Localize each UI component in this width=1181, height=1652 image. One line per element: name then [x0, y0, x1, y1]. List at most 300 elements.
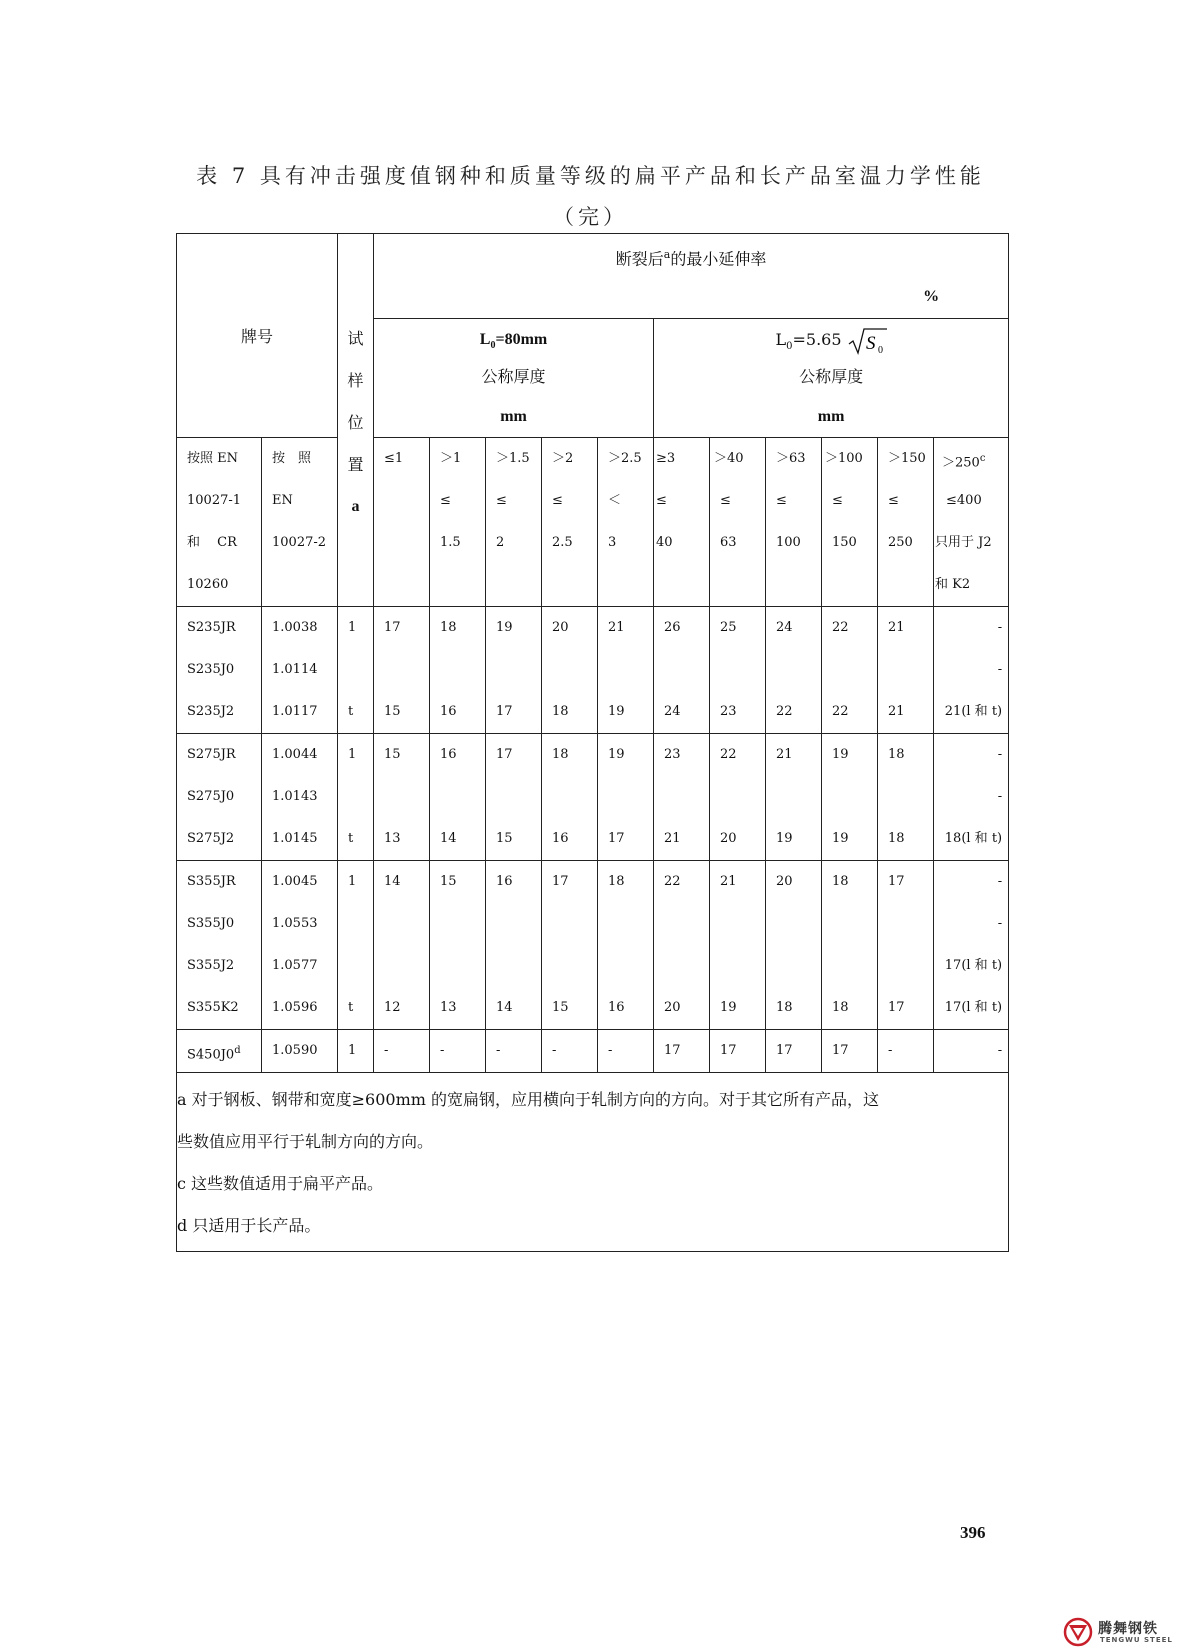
cell-value: ＞40: [714, 451, 744, 466]
mm-unit: mm: [500, 408, 527, 425]
en10027-1-header: [177, 438, 262, 607]
cell-value: [878, 649, 933, 691]
cell-value: 2: [496, 535, 505, 550]
cell-value: 13: [440, 1000, 457, 1015]
cell-value: [374, 903, 429, 945]
cell-value: [710, 776, 765, 818]
note-c: c 这些数值适用于扁平产品。: [177, 1174, 384, 1193]
cell-value: 1.0577: [272, 958, 318, 973]
cell-value: 23: [664, 747, 681, 762]
table-cell: [542, 1030, 598, 1073]
cell-value: -: [997, 916, 1003, 931]
cell-value: -: [552, 1043, 557, 1058]
cell-value: 1: [348, 747, 357, 762]
cell-value: [338, 903, 373, 945]
cell-value: [338, 649, 373, 691]
cell-value: S275JR: [187, 747, 236, 762]
cell-value: 21: [608, 620, 625, 635]
table-row: [177, 607, 1009, 734]
cell-value: 17: [888, 1000, 905, 1015]
cell-value: 1: [348, 620, 357, 635]
cell-value: -: [384, 1043, 389, 1058]
standard-line: 10027-2: [272, 535, 327, 550]
cell-value: 18: [608, 874, 625, 889]
mm-unit: mm: [817, 408, 845, 425]
cell-value: [430, 776, 485, 818]
cell-value: 17: [496, 747, 513, 762]
cell-value: 18: [552, 747, 569, 762]
logo-text-cn: 腾舞钢铁: [1098, 1621, 1158, 1637]
table-cell: [934, 1030, 1009, 1073]
cell-value: S355J0: [187, 916, 235, 931]
cell-value: 21: [888, 620, 905, 635]
cell-value: 12: [384, 1000, 401, 1015]
cell-value: S355JR: [187, 874, 236, 889]
cell-value: 21: [720, 874, 737, 889]
cell-value: 1.0596: [272, 1000, 318, 1015]
standard-line: 10260: [187, 577, 229, 592]
cell-value: 20: [552, 620, 569, 635]
cell-value: 22: [720, 747, 737, 762]
cell-value: [430, 945, 485, 987]
cell-value: 22: [832, 704, 849, 719]
cell-value: [766, 649, 821, 691]
position-char: 样: [347, 371, 364, 390]
grade-header-cell: [177, 234, 338, 438]
table-cell: [598, 607, 654, 734]
cell-value: [710, 903, 765, 945]
cell-value: 15: [384, 747, 401, 762]
cell-value: 17: [608, 831, 625, 846]
table-cell: [598, 861, 654, 1030]
table-title: 表 7 具有冲击强度值钢种和质量等级的扁平产品和长产品室温力学性能: [196, 164, 985, 188]
cell-value: -: [608, 1043, 613, 1058]
cell-value: ≤: [656, 493, 667, 508]
table-row: [177, 861, 1009, 1030]
cell-value: -: [440, 1043, 445, 1058]
note-a: a 对于钢板、钢带和宽度≥600mm 的宽扁钢，应用横向于轧制方向的方向。对于其它所有产品，这: [177, 1090, 880, 1109]
cell-value: 22: [832, 620, 849, 635]
cell-value: 18: [832, 1000, 849, 1015]
l80-header-cell: [374, 319, 654, 438]
cell-value: 18: [552, 704, 569, 719]
table-cell: [374, 607, 430, 734]
cell-value: 18: [888, 831, 905, 846]
cell-value: 26: [664, 620, 681, 635]
cell-value: ＞150: [888, 451, 926, 466]
cell-value: [374, 649, 429, 691]
cell-value: [822, 903, 877, 945]
cell-value: [878, 903, 933, 945]
cell-value: 1.0553: [272, 916, 318, 931]
cell-value: ＜: [608, 493, 622, 508]
table-cell: [486, 607, 542, 734]
cell-value: [374, 945, 429, 987]
cell-value: 19: [832, 831, 849, 846]
cell-value: 24: [664, 704, 681, 719]
cell-value: [654, 776, 709, 818]
cell-value: [338, 945, 373, 987]
cell-value: ≤1: [384, 451, 404, 466]
cell-value: [486, 776, 541, 818]
table-cell: [177, 734, 262, 861]
square-root-icon: [847, 326, 887, 356]
cell-value: 2.5: [552, 535, 573, 550]
cell-value: 18: [888, 747, 905, 762]
cell-value: ＞1: [440, 451, 462, 466]
table-cell: [822, 734, 878, 861]
cell-value: 17: [496, 704, 513, 719]
cell-value: S235J0: [187, 662, 235, 677]
cell-value: 17: [776, 1043, 793, 1058]
cell-value: [486, 649, 541, 691]
cell-value: 18: [440, 620, 457, 635]
table-cell: [822, 1030, 878, 1073]
standard-line: 按照 EN: [187, 451, 238, 466]
table-cell: [262, 1030, 338, 1073]
nominal-thickness-label: 公称厚度: [481, 367, 546, 386]
cell-value: 1.0114: [272, 662, 318, 677]
standard-line: EN: [272, 493, 293, 508]
position-char: 试: [347, 329, 364, 348]
cell-value: 只用于 J2: [935, 535, 992, 550]
table-cell: [598, 734, 654, 861]
cell-value: [766, 903, 821, 945]
cell-value: 20: [776, 874, 793, 889]
cell-value: 19: [608, 747, 625, 762]
table-cell: [878, 734, 934, 861]
cell-value: [878, 945, 933, 987]
cell-value: ＞2.5: [608, 451, 642, 466]
cell-value: 1.0117: [272, 704, 318, 719]
cell-value: [374, 776, 429, 818]
l565-label: $L_0=5.65$ S 0: [654, 319, 1008, 357]
cell-value: 21(l 和 t): [944, 704, 1003, 719]
table-cell: [486, 861, 542, 1030]
cell-value: 20: [720, 831, 737, 846]
table-cell: [598, 1030, 654, 1073]
cell-value: [598, 903, 653, 945]
cell-value: ≤: [776, 493, 787, 508]
cell-value: -: [997, 789, 1003, 804]
range-header: [878, 438, 934, 607]
table-title-continued: （完）: [553, 205, 628, 229]
cell-value: 17(l 和 t): [944, 958, 1003, 973]
cell-value: 1.0038: [272, 620, 318, 635]
cell-value: 19: [832, 747, 849, 762]
cell-value: [486, 945, 541, 987]
cell-value: ≤: [832, 493, 843, 508]
cell-value: [598, 649, 653, 691]
cell-value: -: [997, 1043, 1003, 1058]
cell-value: [654, 945, 709, 987]
cell-value: 1: [348, 874, 357, 889]
l565-header-cell: [654, 319, 1009, 438]
cell-value: 14: [440, 831, 457, 846]
cell-value: 1.0044: [272, 747, 318, 762]
cell-value: 13: [384, 831, 401, 846]
cell-value: 16: [496, 874, 513, 889]
table-cell: [177, 861, 262, 1030]
table-cell: [338, 607, 374, 734]
cell-value: 16: [440, 704, 457, 719]
nominal-thickness-label: 公称厚度: [799, 367, 864, 386]
cell-value: S235JR: [187, 620, 236, 635]
standard-line: 按 照: [272, 451, 312, 466]
table-cell: [338, 1030, 374, 1073]
table-cell: [878, 607, 934, 734]
cell-value: ≤400: [946, 493, 982, 508]
range-header: [654, 438, 710, 607]
cell-value: [822, 649, 877, 691]
cell-value: S355J2: [187, 958, 235, 973]
table-cell: [177, 1073, 1009, 1252]
range-header: [430, 438, 486, 607]
cell-value: 25: [720, 620, 737, 635]
position-char: 置: [347, 455, 364, 474]
cell-value: 15: [496, 831, 513, 846]
cell-value: [486, 903, 541, 945]
elongation-table: [176, 233, 1009, 1252]
cell-value: ≤: [552, 493, 563, 508]
cell-value: S355K2: [187, 1000, 239, 1015]
cell-value: 17: [888, 874, 905, 889]
table-cell: [542, 861, 598, 1030]
cell-value: [654, 649, 709, 691]
cell-value: t: [348, 831, 354, 846]
cell-value: S275J2: [187, 831, 235, 846]
range-header-last: [934, 438, 1009, 607]
cell-value: [598, 945, 653, 987]
note-d: d 只适用于长产品。: [177, 1216, 321, 1235]
table-cell: [542, 607, 598, 734]
table-cell: [934, 734, 1009, 861]
table-cell: [262, 607, 338, 734]
cell-value: 23: [720, 704, 737, 719]
cell-value: 24: [776, 620, 793, 635]
cell-value: 19: [608, 704, 625, 719]
cell-value: 17: [832, 1043, 849, 1058]
cell-value: 40: [656, 535, 673, 550]
cell-value: 19: [496, 620, 513, 635]
cell-value: [878, 776, 933, 818]
cell-value: 16: [552, 831, 569, 846]
cell-value: 1.0143: [272, 789, 318, 804]
cell-value: 17(l 和 t): [944, 1000, 1003, 1015]
table-cell: [338, 861, 374, 1030]
table-cell: [878, 1030, 934, 1073]
cell-value: [822, 776, 877, 818]
grade-label: 牌号: [241, 327, 274, 346]
percent-unit: %: [923, 288, 940, 305]
cell-value: 250: [888, 535, 913, 550]
cell-value: ≤: [440, 493, 451, 508]
table-cell: [934, 607, 1009, 734]
cell-value: ≤: [888, 493, 899, 508]
table-cell: [374, 734, 430, 861]
cell-value: ＞1.5: [496, 451, 530, 466]
table-cell: [374, 1030, 430, 1073]
table-cell: [766, 734, 822, 861]
cell-value: 21: [664, 831, 681, 846]
range-header: [766, 438, 822, 607]
table-cell: [486, 734, 542, 861]
cell-value: [654, 903, 709, 945]
table-cell: [654, 1030, 710, 1073]
notes-row: [177, 1073, 1009, 1252]
cell-value: 14: [384, 874, 401, 889]
position-char: a: [351, 498, 360, 515]
standard-line: 和 CR: [187, 535, 237, 550]
cell-value: 15: [440, 874, 457, 889]
cell-value: 21: [776, 747, 793, 762]
range-header: [598, 438, 654, 607]
cell-value: 15: [552, 1000, 569, 1015]
cell-value: 15: [384, 704, 401, 719]
cell-value: [822, 945, 877, 987]
cell-value: 和 K2: [935, 577, 971, 592]
cell-value: -: [997, 662, 1003, 677]
table-cell: [430, 607, 486, 734]
cell-value: t: [348, 1000, 354, 1015]
cell-value: $>250^c$: [942, 453, 986, 471]
cell-value: ≤: [496, 493, 507, 508]
cell-value: 100: [776, 535, 801, 550]
cell-value: 1.0045: [272, 874, 318, 889]
table-cell: [262, 734, 338, 861]
cell-value: [710, 945, 765, 987]
cell-value: 17: [384, 620, 401, 635]
range-header: [710, 438, 766, 607]
table-cell: [654, 861, 710, 1030]
cell-value: 20: [664, 1000, 681, 1015]
table-cell: [430, 734, 486, 861]
elongation-label: 断裂后$^a$的最小延伸率: [615, 248, 767, 269]
cell-value: [430, 649, 485, 691]
cell-value: 22: [776, 704, 793, 719]
cell-value: -: [997, 874, 1003, 889]
cell-value: 17: [664, 1043, 681, 1058]
cell-value: 14: [496, 1000, 513, 1015]
cell-value: S235J2: [187, 704, 235, 719]
elongation-header-cell: [374, 234, 1009, 319]
table-cell: [766, 1030, 822, 1073]
cell-value: [710, 649, 765, 691]
company-logo: [1062, 1617, 1174, 1647]
cell-value: ＞100: [825, 451, 863, 466]
cell-value: [542, 945, 597, 987]
cell-value: 17: [552, 874, 569, 889]
cell-value: [542, 649, 597, 691]
en10027-2-header: [262, 438, 338, 607]
cell-value: S450J0$^d$: [187, 1045, 241, 1063]
table-row: [177, 734, 1009, 861]
note-a-cont: 些数值应用平行于轧制方向的方向。: [177, 1132, 434, 1151]
cell-value: 19: [720, 1000, 737, 1015]
range-header: [542, 438, 598, 607]
table-cell: [430, 861, 486, 1030]
svg-text:S: S: [865, 332, 876, 354]
table-cell: [654, 734, 710, 861]
cell-value: ＞2: [552, 451, 574, 466]
table-cell: [338, 734, 374, 861]
cell-value: 1.0145: [272, 831, 318, 846]
cell-value: 22: [664, 874, 681, 889]
position-char: 位: [347, 413, 364, 432]
cell-value: 18(l 和 t): [944, 831, 1003, 846]
table-cell: [262, 861, 338, 1030]
cell-value: [766, 776, 821, 818]
position-header-cell: [338, 234, 374, 607]
table-cell: [374, 861, 430, 1030]
svg-text:0: 0: [877, 344, 883, 356]
cell-value: -: [888, 1043, 893, 1058]
table-cell: [822, 607, 878, 734]
cell-value: [542, 903, 597, 945]
standard-line: 10027-1: [187, 493, 242, 508]
cell-value: [598, 776, 653, 818]
table-row: [177, 1030, 1009, 1073]
range-header: [374, 438, 430, 607]
cell-value: 1.0590: [272, 1043, 318, 1058]
table-cell: [177, 607, 262, 734]
cell-value: 150: [832, 535, 857, 550]
table-cell: [542, 734, 598, 861]
cell-value: ≤: [720, 493, 731, 508]
cell-value: 21: [888, 704, 905, 719]
table-cell: [710, 1030, 766, 1073]
table-cell: [710, 607, 766, 734]
cell-value: 17: [720, 1043, 737, 1058]
cell-value: ≥3: [656, 451, 676, 466]
table-cell: [878, 861, 934, 1030]
page-number: 396: [960, 1523, 986, 1542]
table-cell: [710, 861, 766, 1030]
cell-value: S275J0: [187, 789, 235, 804]
l80-label: $L_0=80mm$: [479, 331, 548, 352]
table-cell: [430, 1030, 486, 1073]
table-cell: [822, 861, 878, 1030]
table-cell: [486, 1030, 542, 1073]
cell-value: -: [997, 620, 1003, 635]
cell-value: [766, 945, 821, 987]
logo-mark-icon: [1062, 1617, 1096, 1647]
cell-value: [430, 903, 485, 945]
cell-value: 19: [776, 831, 793, 846]
table-cell: [766, 607, 822, 734]
table-cell: [934, 861, 1009, 1030]
cell-value: 16: [440, 747, 457, 762]
cell-value: 1: [348, 1043, 357, 1058]
table-cell: [177, 1030, 262, 1073]
cell-value: 1.5: [440, 535, 461, 550]
cell-value: ＞63: [776, 451, 806, 466]
table-cell: [710, 734, 766, 861]
table-cell: [766, 861, 822, 1030]
cell-value: 3: [608, 535, 617, 550]
cell-value: 63: [720, 535, 737, 550]
logo-text-en: TENGWU STEEL: [1100, 1636, 1173, 1644]
cell-value: 18: [776, 1000, 793, 1015]
cell-value: [542, 776, 597, 818]
range-header: [486, 438, 542, 607]
table-cell: [654, 607, 710, 734]
cell-value: 18: [832, 874, 849, 889]
cell-value: -: [496, 1043, 501, 1058]
cell-value: [338, 776, 373, 818]
cell-value: 16: [608, 1000, 625, 1015]
cell-value: -: [997, 747, 1003, 762]
